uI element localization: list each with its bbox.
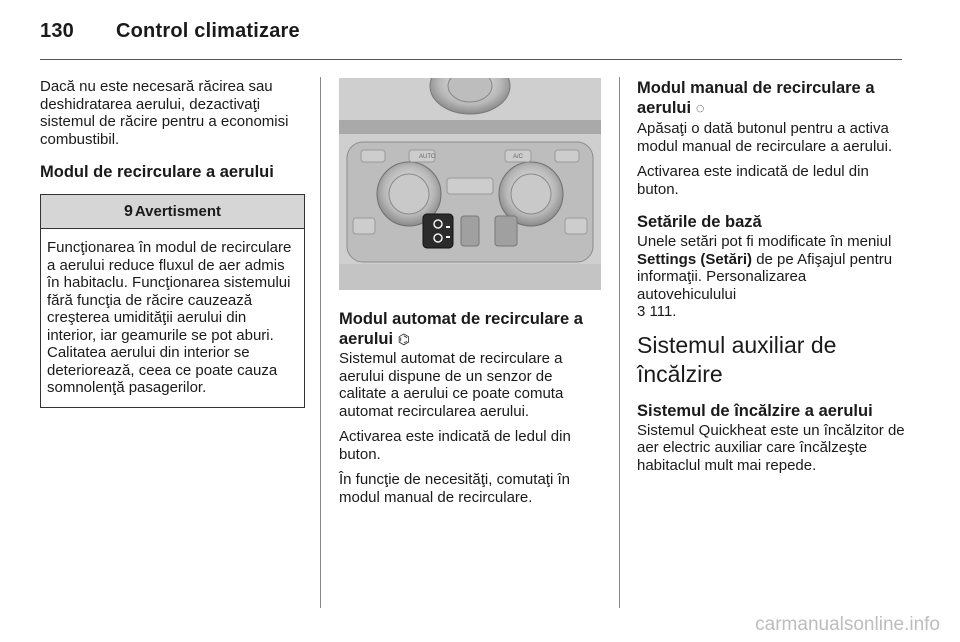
auto-label: AUTO	[419, 154, 436, 160]
manual-recirculation-icon: ◌	[695, 100, 705, 117]
right-column	[637, 78, 905, 482]
auto-recirculation-p2: Activarea este indicată de ledul din buton.	[339, 428, 571, 463]
manual-recirculation-heading	[637, 78, 905, 119]
header-rule	[40, 59, 902, 60]
air-heating-heading: Sistemul de încălzire a aerului	[637, 401, 873, 420]
intro-paragraph: Dacă nu este necesară răcirea sau deshidratarea aerului, dezactivaţi sistemul de răcire pentru a economisi combustibil.	[40, 78, 289, 148]
page-number: 130	[40, 20, 74, 42]
warning-box	[40, 194, 305, 408]
watermark: carmanualsonline.info	[755, 614, 940, 635]
manual-recirculation-p2: Activarea este indicată de ledul din buton.	[637, 163, 869, 198]
recirculation-button-highlight	[423, 214, 453, 248]
warning-icon: 9	[123, 202, 133, 220]
climate-control-photo	[339, 78, 601, 290]
column-divider-left	[320, 77, 321, 608]
manual-recirculation-p1: Apăsaţi o dată butonul pentru a activa modul manual de recirculare a aerului.	[637, 120, 893, 155]
middle-column	[339, 78, 601, 514]
basic-settings-heading: Setările de bază	[637, 213, 762, 231]
air-heating-paragraph: Sistemul Quickheat este un încălzitor de aer electric auxiliar care încălzeşte habitaclul mult mai repede.	[637, 421, 905, 474]
basic-settings-text-2: de pe Afişajul pentru informaţii. Personalizarea autovehiculului	[637, 250, 893, 303]
warning-text: Funcţionarea în modul de recirculare a aerului reduce fluxul de aer admis în habitaclu. Funcţionarea sistemului fără funcţia de răcire cauzează creşterea umidităţii aerului din interior, iar geamurile se pot aburi. Calitatea aerului din interior se deteriorează, ceea ce poate cauza somnolenţă pasagerilor.	[47, 239, 292, 396]
left-column	[40, 78, 305, 408]
page-header	[40, 20, 300, 43]
page-title: Control climatizare	[116, 20, 300, 42]
ac-label: A/C	[513, 154, 524, 160]
climate-panel-illustration	[339, 78, 601, 290]
warning-title: Avertisment	[134, 202, 222, 220]
recirculation-heading: Modul de recirculare a aerului	[40, 163, 274, 181]
warning-header	[41, 195, 304, 229]
auto-recirculation-p1: Sistemul automat de recirculare a aerului dispune de un senzor de calitate a aerului ce poate comuta automat recircularea aerului.	[339, 350, 564, 420]
manual-recirculation-heading-text: Modul manual de recirculare a aerului	[637, 79, 875, 117]
column-divider-right	[619, 77, 620, 608]
basic-settings-paragraph	[637, 233, 905, 321]
page-reference: 3 111.	[637, 303, 677, 320]
auto-recirculation-icon: ⌬	[397, 331, 410, 347]
auto-recirculation-p3: În funcţie de necesităţi, comutaţi în modul manual de recirculare.	[339, 471, 570, 506]
settings-menu-name: Settings (Setări)	[637, 250, 753, 268]
auto-recirculation-heading	[339, 309, 601, 349]
auxiliary-heating-section-title: Sistemul auxiliar de încălzire	[637, 331, 837, 387]
basic-settings-text-1: Unele setări pot fi modificate în meniul	[637, 233, 892, 250]
auto-recirculation-heading-text: Modul automat de recirculare a aerului	[339, 310, 583, 348]
